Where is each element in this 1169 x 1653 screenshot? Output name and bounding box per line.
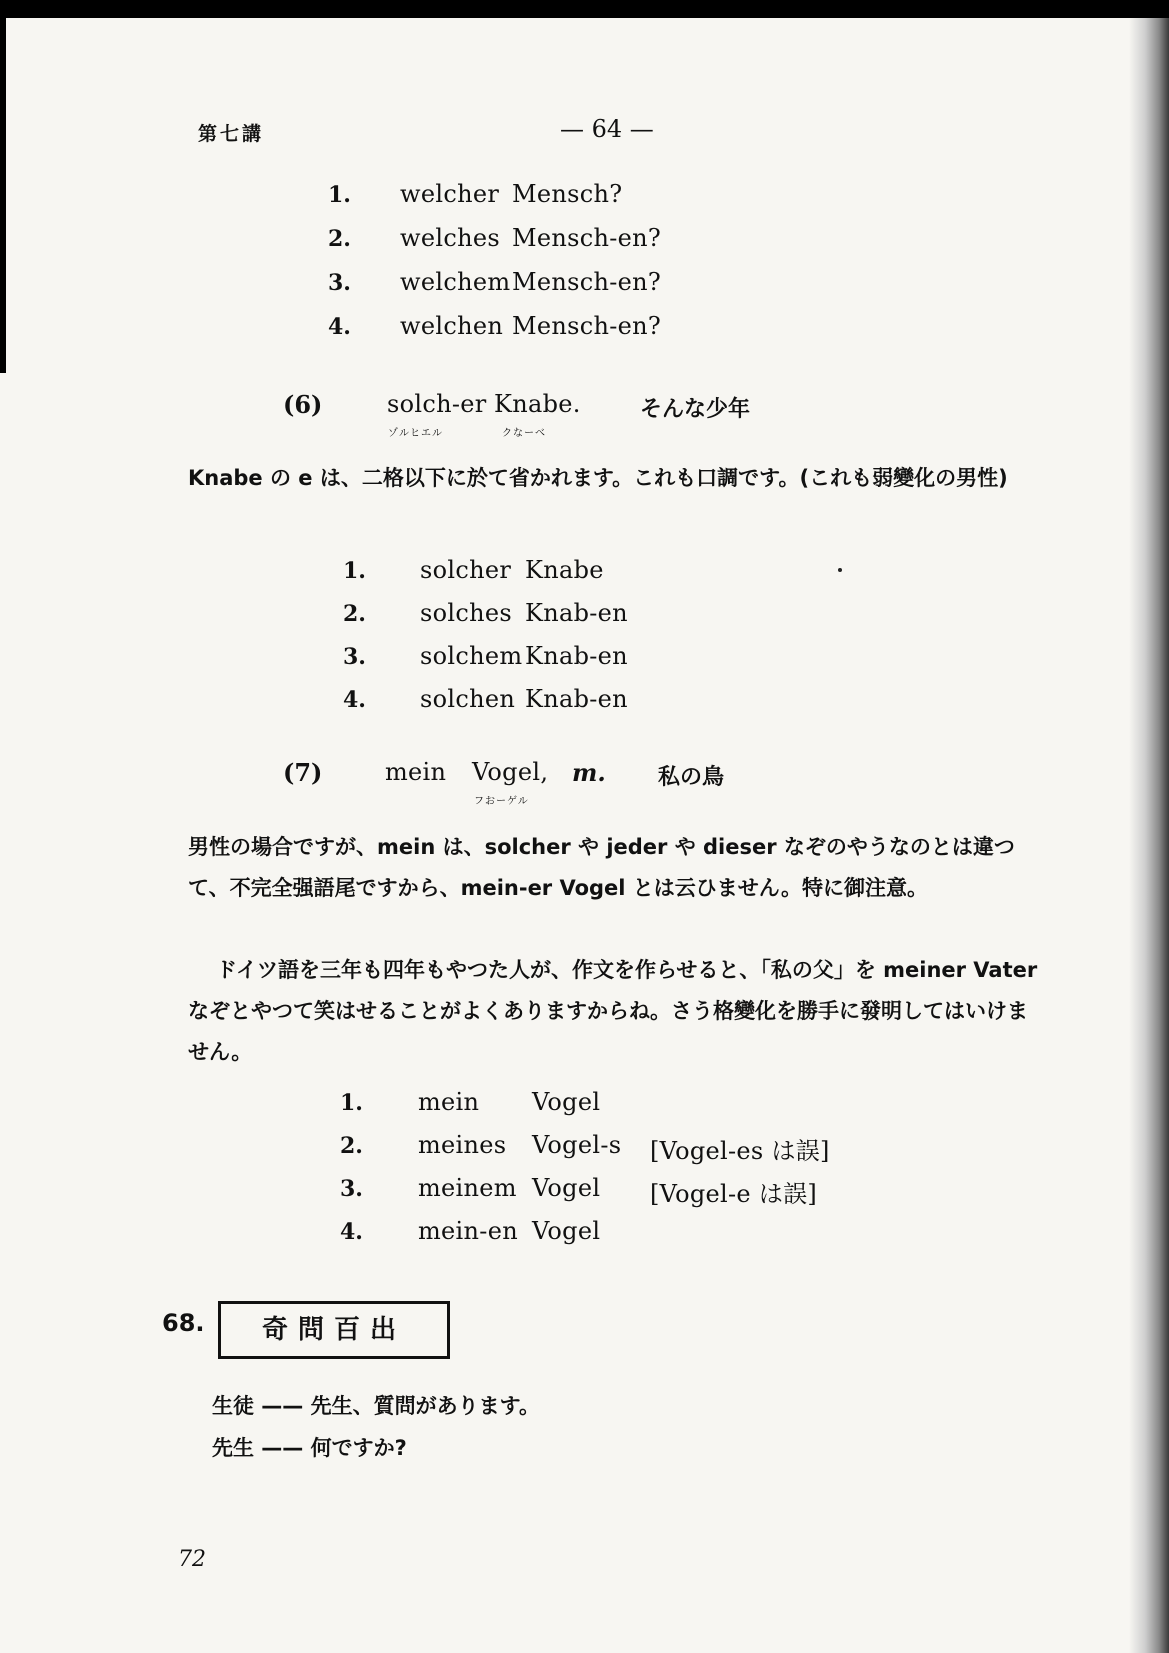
table-row-noun: Mensch-en? — [512, 312, 662, 340]
scan-shadow-left — [0, 18, 6, 373]
table-row-number: 3. — [343, 644, 366, 670]
example-label: (6) — [283, 390, 323, 419]
section-title-box: 奇問百出 — [218, 1301, 450, 1359]
table-row-noun: Knabe — [525, 556, 604, 584]
table-row-noun: Vogel-s — [532, 1131, 622, 1159]
example-ruby: フおーゲル — [474, 796, 529, 807]
table-row-number: 4. — [328, 314, 351, 340]
example-meaning: そんな少年 — [640, 396, 751, 422]
example-label: (7) — [283, 758, 323, 787]
table-row-number: 1. — [343, 558, 366, 584]
running-page-number: — 64 — — [560, 115, 654, 143]
example-ruby: クなーべ — [502, 428, 546, 439]
table-row-note: [Vogel-e は誤] — [650, 1180, 818, 1208]
table-row-article: solchem — [420, 642, 523, 670]
table-row-noun: Mensch? — [512, 180, 623, 208]
table-row-noun: Mensch-en? — [512, 224, 662, 252]
table-row-number: 1. — [340, 1090, 363, 1116]
paragraph: 男性の場合ですが、mein は、solcher や jeder や dieser なぞのやうなのとは違つて、不完全强語尾ですから、mein-er Vogel とは云ひません。特に御注意。 — [188, 835, 1015, 900]
table-row-number: 2. — [328, 226, 351, 252]
ink-speck — [838, 568, 842, 572]
example-word: solch-er — [387, 390, 487, 418]
table-row-article: mein-en — [418, 1217, 518, 1245]
table-row-number: 3. — [328, 270, 351, 296]
table-row-number: 2. — [343, 601, 366, 627]
example-ruby: ゾルヒエル — [388, 428, 443, 439]
table-row-article: welchen — [400, 312, 504, 340]
scan-shadow-right — [1129, 18, 1169, 1653]
page-number: 72 — [178, 1547, 206, 1572]
table-row-noun: Knab-en — [525, 599, 628, 627]
table-row-article: mein — [418, 1088, 480, 1116]
table-row-article: solchen — [420, 685, 516, 713]
table-row-noun: Mensch-en? — [512, 268, 662, 296]
table-row-noun: Vogel — [532, 1088, 601, 1116]
example-meaning: 私の鳥 — [658, 764, 725, 790]
table-row-note: [Vogel-es は誤] — [650, 1137, 830, 1165]
table-row-noun: Knab-en — [525, 685, 628, 713]
example-word: mein — [385, 758, 447, 786]
table-row-number: 4. — [343, 687, 366, 713]
section-number: 68. — [162, 1309, 205, 1337]
table-row-article: welches — [400, 224, 500, 252]
table-row-article: solches — [420, 599, 512, 627]
table-row-article: meinem — [418, 1174, 517, 1202]
example-word: Vogel, — [472, 758, 549, 786]
table-row-number: 4. — [340, 1219, 363, 1245]
table-row-number: 3. — [340, 1176, 363, 1202]
table-row-noun: Vogel — [532, 1174, 601, 1202]
table-row-noun: Vogel — [532, 1217, 601, 1245]
table-row-article: welchem — [400, 268, 511, 296]
dialog-line: 先生 —— 何ですか? — [212, 1436, 407, 1460]
table-row-article: meines — [418, 1131, 507, 1159]
chapter-heading: 第七講 — [198, 123, 265, 145]
table-row-article: solcher — [420, 556, 512, 584]
dialog-line: 生徒 —— 先生、質問があります。 — [212, 1394, 540, 1418]
table-row-noun: Knab-en — [525, 642, 628, 670]
paragraph: Knabe の e は、二格以下に於て省かれます。これも口調です。(これも弱變化の男性) — [188, 466, 1008, 490]
example-word: Knabe. — [494, 390, 581, 418]
table-row-number: 2. — [340, 1133, 363, 1159]
table-row-number: 1. — [328, 182, 351, 208]
table-row-article: welcher — [400, 180, 500, 208]
gender-marker: m. — [572, 758, 606, 787]
paragraph: ドイツ語を三年も四年もやつた人が、作文を作らせると、「私の父」を meiner Vater なぞとやつて笑はせることがよくありますからね。さう格變化を勝手に發明してはいけません。 — [188, 958, 1038, 1064]
